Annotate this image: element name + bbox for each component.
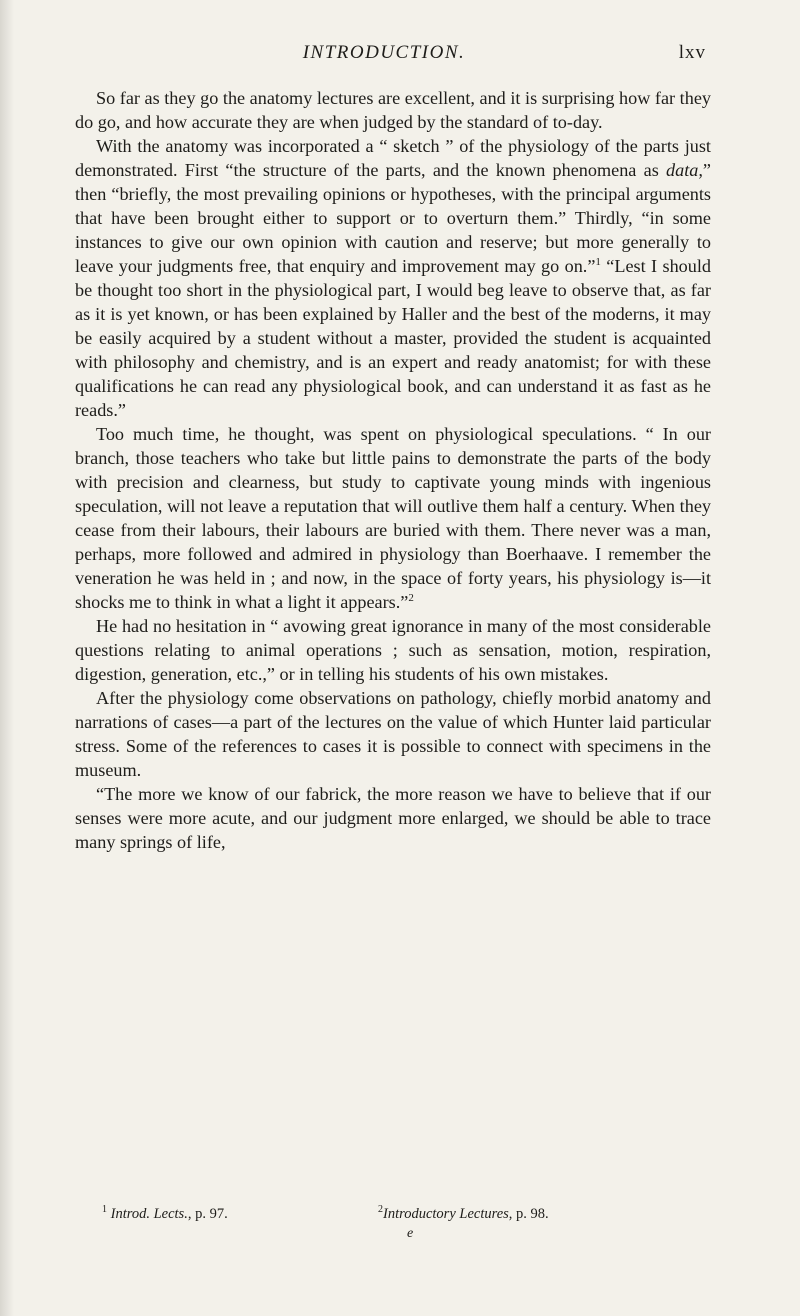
- gutter-shadow: [0, 0, 14, 1316]
- paragraph-fabrick-quote: “The more we know of our fabrick, the more reason we have to believe that if our senses were more acute, and our judgment more enlarged, we should be able to trace many springs of life,: [75, 784, 711, 852]
- footnote-2: $^2$Introductory Lectures, p. 98.: [378, 1204, 549, 1222]
- italic-data: data,: [666, 160, 703, 180]
- paragraph-speculations: Too much time, he thought, was spent on physiological speculations. “ In our branch, those teachers who take but little pains to demonstrate the parts of the body with precision and clearness, but study to captivate young minds with ingenious speculation, will not leave a reputation that will outlive them half a century. When they cease from their labours, their labours are buried with them. There never was a man, perhaps, more followed and admired in physiology than Boerhaave. I remember the veneration he was held in ; and now, in the space of forty years, his physiology is—it shocks me to think in what a light it appears.”$^2$: [75, 424, 711, 612]
- body-text: [75, 86, 711, 854]
- page-number: lxv: [678, 42, 706, 63]
- signature-mark: e: [407, 1226, 414, 1241]
- paragraph-physiology-sketch: With the anatomy was incorporated a “ sketch ” of the physiology of the parts just demonstrated. First “the structure of the parts, and the known phenomena as data,” then “briefly, the most prevailing opinions or hypotheses, with the principal arguments that have been brought either to support or to overturn them.” Thirdly, “in some instances to give our own opinion with caution and reserve; but more generally to leave your judgments free, that enquiry and improvement may go on.”$^1$ “Lest I should be thought too short in the physiological part, I would beg leave to observe that, as far as it is yet known, or has been explained by Haller and the best of the moderns, it may be easily acquired by a student without a master, provided the student is acquainted with philosophy and chemistry, and is an expert and ready anatomist; for with these qualifications he can read any physiological book, and can understand it as fast as he reads.”: [75, 136, 711, 420]
- footnote-ref-1[interactable]: 1: [595, 255, 601, 268]
- footnote-1: $^1$ Introd. Lects., p. 97.: [102, 1204, 228, 1222]
- footnotes: [75, 1206, 711, 1228]
- footnote-ref-2[interactable]: 2: [408, 591, 414, 604]
- running-title: INTRODUCTION.: [302, 42, 466, 63]
- paragraph-anatomy-lectures: So far as they go the anatomy lectures are excellent, and it is surprising how far they do go, and how accurate they are when judged by the standard of to-day.: [75, 88, 711, 132]
- running-head: [214, 42, 706, 66]
- paragraph-pathology: After the physiology come observations on pathology, chiefly morbid anatomy and narrations of cases—a part of the lectures on the value of which Hunter laid particular stress. Some of the references to cases it is possible to connect with specimens in the museum.: [75, 688, 711, 780]
- paragraph-ignorance: He had no hesitation in “ avowing great ignorance in many of the most considerable questions relating to animal operations ; such as sensation, motion, respiration, digestion, generation, etc.,” or in telling his students of his own mistakes.: [75, 616, 711, 684]
